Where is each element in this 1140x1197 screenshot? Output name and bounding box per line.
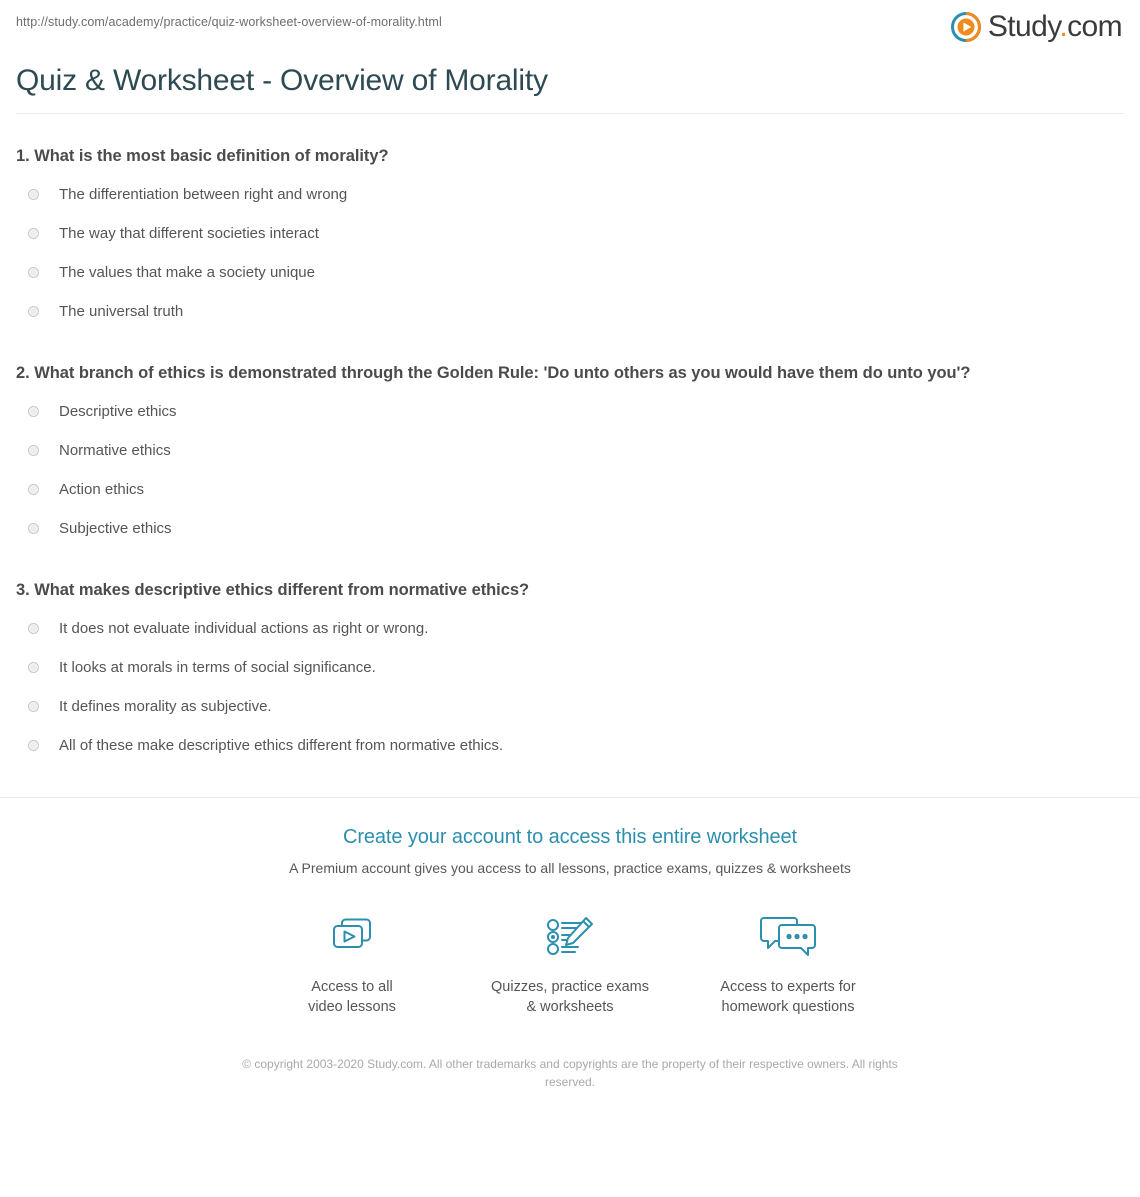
- answer-option-label: All of these make descriptive ethics different from normative ethics.: [59, 736, 504, 754]
- answer-option[interactable]: [16, 175, 1124, 214]
- radio-button-icon[interactable]: [28, 406, 39, 417]
- radio-button-icon[interactable]: [28, 701, 39, 712]
- answer-option[interactable]: [16, 431, 1124, 470]
- answer-option[interactable]: [16, 292, 1124, 331]
- quiz-checklist-pencil-icon: [461, 911, 679, 963]
- question-text: 2. What branch of ethics is demonstrated through the Golden Rule: 'Do unto others as you would have them do unto you'?: [16, 364, 971, 382]
- page-header: [0, 0, 1140, 52]
- answer-option[interactable]: [16, 687, 1124, 726]
- logo-wordmark: [988, 12, 1122, 42]
- answer-option-label: It defines morality as subjective.: [59, 697, 272, 715]
- radio-button-icon[interactable]: [28, 228, 39, 239]
- page-title: Quiz & Worksheet - Overview of Morality: [16, 64, 548, 97]
- logo-name: Study: [987, 10, 1060, 43]
- answer-option-label: Action ethics: [59, 480, 145, 498]
- feature-expert-help: [679, 911, 897, 1017]
- answer-option[interactable]: [16, 648, 1124, 687]
- radio-button-icon[interactable]: [28, 623, 39, 634]
- answer-option-label: The way that different societies interact: [59, 224, 319, 242]
- answer-option[interactable]: [16, 726, 1124, 765]
- answer-option-label: The universal truth: [59, 302, 184, 320]
- radio-button-icon[interactable]: [28, 523, 39, 534]
- answer-option-label: Subjective ethics: [59, 519, 172, 537]
- answer-option-label: Normative ethics: [59, 441, 171, 459]
- answer-option[interactable]: [16, 392, 1124, 431]
- answer-option-list: [16, 609, 1124, 765]
- create-account-link[interactable]: Create your account to access this entire worksheet: [342, 826, 797, 848]
- question-text: 3. What makes descriptive ethics different from normative ethics?: [16, 581, 529, 599]
- answer-option-label: Descriptive ethics: [59, 402, 177, 420]
- feature-list: [0, 911, 1140, 1017]
- radio-button-icon[interactable]: [28, 445, 39, 456]
- radio-button-icon[interactable]: [28, 740, 39, 751]
- study-com-logo[interactable]: [951, 12, 1126, 42]
- radio-button-icon[interactable]: [28, 189, 39, 200]
- answer-option-label: It does not evaluate individual actions as right or wrong.: [59, 619, 429, 637]
- copyright-text: © copyright 2003-2020 Study.com. All other trademarks and copyrights are the property of their respective owners. All rights reserved.: [242, 1057, 898, 1089]
- question-text: 1. What is the most basic definition of morality?: [16, 147, 389, 165]
- answer-option[interactable]: [16, 509, 1124, 548]
- quiz-question-list: [0, 114, 1140, 765]
- page-url: http://study.com/academy/practice/quiz-worksheet-overview-of-morality.html: [16, 15, 442, 29]
- answer-option-label: The differentiation between right and wrong: [59, 185, 348, 203]
- radio-button-icon[interactable]: [28, 662, 39, 673]
- answer-option-list: [16, 175, 1124, 331]
- premium-subtext: A Premium account gives you access to all lessons, practice exams, quizzes & worksheets: [289, 860, 851, 876]
- question-block: [16, 548, 1124, 765]
- radio-button-icon[interactable]: [28, 484, 39, 495]
- answer-option-label: It looks at morals in terms of social significance.: [59, 658, 376, 676]
- answer-option[interactable]: [16, 214, 1124, 253]
- question-block: [16, 114, 1124, 331]
- chat-bubbles-icon: [679, 911, 897, 963]
- question-block: [16, 331, 1124, 548]
- answer-option[interactable]: [16, 609, 1124, 648]
- answer-option[interactable]: [16, 470, 1124, 509]
- answer-option[interactable]: [16, 253, 1124, 292]
- worksheet-footer: [0, 797, 1140, 1117]
- radio-button-icon[interactable]: [28, 306, 39, 317]
- answer-option-label: The values that make a society unique: [59, 263, 315, 281]
- feature-quizzes-worksheets: [461, 911, 679, 1017]
- answer-option-list: [16, 392, 1124, 548]
- feature-video-lessons: [243, 911, 461, 1017]
- play-circle-icon: [951, 12, 981, 42]
- video-lessons-icon: [243, 911, 461, 963]
- feature-label: Quizzes, practice exams & worksheets: [491, 979, 649, 1015]
- logo-tld: com: [1067, 10, 1122, 43]
- page-title-container: [0, 52, 1140, 100]
- logo-dot: .: [1059, 10, 1068, 43]
- feature-label: Access to all video lessons: [308, 979, 396, 1015]
- radio-button-icon[interactable]: [28, 267, 39, 278]
- feature-label: Access to experts for homework questions: [720, 979, 856, 1015]
